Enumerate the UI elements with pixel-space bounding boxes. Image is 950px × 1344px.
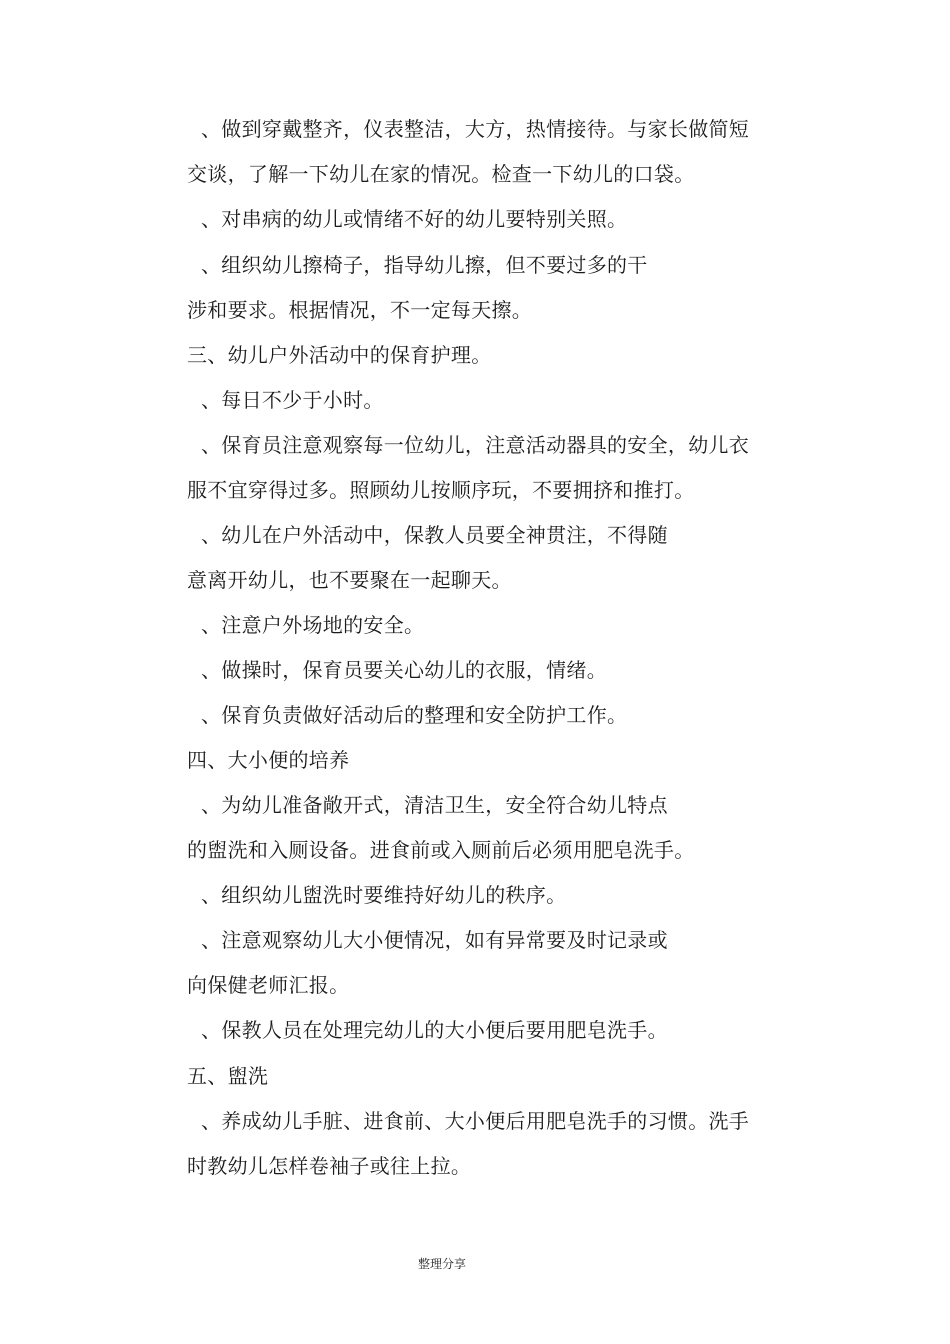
text-line: 向保健老师汇报。 (187, 973, 350, 997)
text-line: 、组织幼儿盥洗时要维持好幼儿的秩序。 (201, 883, 567, 907)
page-footer: 整理分享 (418, 1257, 467, 1271)
text-line: 、做操时，保育员要关心幼儿的衣服，情绪。 (201, 658, 607, 682)
section-heading: 五、盥洗 (187, 1064, 269, 1088)
text-line: 、保育员注意观察每一位幼儿，注意活动器具的安全，幼儿衣 (201, 433, 750, 457)
text-line: 交谈，了解一下幼儿在家的情况。检查一下幼儿的口袋。 (187, 162, 695, 186)
text-line: 的盥洗和入厕设备。进食前或入厕前后必须用肥皂洗手。 (187, 838, 695, 862)
text-line: 、注意观察幼儿大小便情况，如有异常要及时记录或 (201, 928, 668, 952)
text-line: 、组织幼儿擦椅子，指导幼儿擦，但不要过多的干 (201, 253, 648, 277)
text-line: 、保教人员在处理完幼儿的大小便后要用肥皂洗手。 (201, 1018, 668, 1042)
text-line: 意离开幼儿，也不要聚在一起聊天。 (187, 568, 512, 592)
text-line: 涉和要求。根据情况，不一定每天擦。 (187, 298, 533, 322)
text-line: 服不宜穿得过多。照顾幼儿按顺序玩，不要拥挤和推打。 (187, 478, 695, 502)
section-heading: 四、大小便的培养 (187, 748, 350, 772)
text-line: 、养成幼儿手脏、进食前、大小便后用肥皂洗手的习惯。洗手 (201, 1109, 750, 1133)
text-line: 、注意户外场地的安全。 (201, 613, 425, 637)
section-heading: 三、幼儿户外活动中的保育护理。 (187, 343, 492, 367)
text-line: 、每日不少于小时。 (201, 388, 384, 412)
text-line: 时教幼儿怎样卷袖子或往上拉。 (187, 1154, 472, 1178)
text-line: 、幼儿在户外活动中，保教人员要全神贯注，不得随 (201, 523, 668, 547)
text-line: 、为幼儿准备敞开式，清洁卫生，安全符合幼儿特点 (201, 793, 668, 817)
text-line: 、对串病的幼儿或情绪不好的幼儿要特别关照。 (201, 207, 628, 231)
text-line: 、保育负责做好活动后的整理和安全防护工作。 (201, 703, 628, 727)
text-line: 、做到穿戴整齐，仪表整洁，大方，热情接待。与家长做简短 (201, 117, 750, 141)
